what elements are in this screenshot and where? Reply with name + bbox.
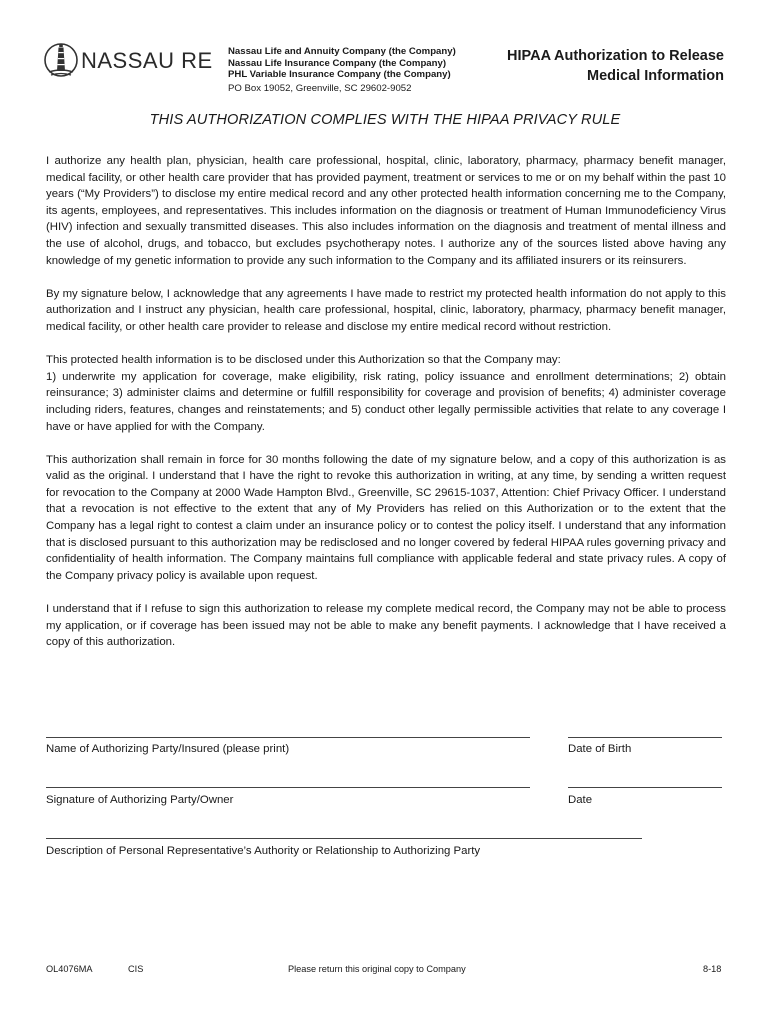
purpose-intro: This protected health information is to be disclosed under this Authorization so that the Company may: 1) underwrite my application for coverage, make eligibility, risk rating, policy issuance and enrollment determinations; 2) obtain reinsurance; 3) administer claims and determine or fulfill responsibility for coverage and provision of benefits; 4) administer coverage including riders, features, changes and reinstatements; and 5) conduct other legally permissible activities that relate to any coverage I have or have applied for with the Company. bbox=[46, 354, 726, 433]
name-signature-line[interactable] bbox=[46, 737, 530, 738]
form-number: OL4076MA bbox=[46, 964, 93, 974]
company-name: Nassau Life Insurance Company (the Company) bbox=[228, 57, 447, 69]
name-label: Name of Authorizing Party/Insured (please print) bbox=[46, 743, 290, 755]
form-code: CIS bbox=[128, 964, 144, 974]
dob-signature-line[interactable] bbox=[568, 737, 722, 738]
refusal-paragraph: I understand that if I refuse to sign this authorization to release my complete medical record, the Company may not be able to process my application, or if coverage has been issued may not be able to make any benefit payments. I acknowledge that I have received a copy of this authorization. bbox=[46, 603, 726, 649]
signature-label: Signature of Authorizing Party/Owner bbox=[46, 794, 234, 806]
form-title bbox=[507, 46, 724, 86]
nassau-re-logo bbox=[44, 38, 224, 82]
company-name: PHL Variable Insurance Company (the Company) bbox=[228, 69, 451, 81]
company-address: PO Box 19052, Greenville, SC 29602-9052 bbox=[228, 82, 412, 94]
date-signature-line[interactable] bbox=[568, 787, 722, 788]
acknowledgement-paragraph: By my signature below, I acknowledge that any agreements I have made to restrict my protected health information do not apply to this authorization and I instruct any physician, health care professional, hospital, clinic, laboratory, pharmacy, pharmacy benefit manager, medical facility, or other health care provider to release and disclose my entire medical record without restriction. bbox=[46, 287, 726, 333]
logo-text: NASSAU RE bbox=[81, 48, 213, 73]
compliance-heading: THIS AUTHORIZATION COMPLIES WITH THE HIPAA PRIVACY RULE bbox=[149, 112, 621, 128]
description-signature-line[interactable] bbox=[46, 838, 642, 839]
return-instruction: Please return this original copy to Company bbox=[288, 964, 466, 974]
authorization-paragraph: I authorize any health plan, physician, health care professional, hospital, clinic, laboratory, pharmacy, pharmacy benefit manager, medical facility, or other health care provider that has provided payment, treatment or services to me or on my behalf within the past 10 years (“My Providers”) to disclose my entire medical record and any other protected health information concerning me to the Company, its agents, employees, and representatives. This includes information on the diagnosis or treatment of Human Immunodeficiency Virus (HIV) infection and sexually transmitted diseases. This also includes information on the diagnosis and treatment of mental illness and the use of alcohol, drugs, and tobacco, but excludes psychotherapy notes. I authorize any of the sources listed above having any knowledge of my genetic information to provide any such information to the Company and its affiliated insurers or its reinsurers. bbox=[46, 155, 726, 267]
lighthouse-icon bbox=[44, 38, 78, 82]
form-title-line: HIPAA Authorization to Release bbox=[507, 48, 724, 64]
company-name: Nassau Life and Annuity Company (the Company) bbox=[228, 46, 456, 57]
form-version: 8-18 bbox=[703, 964, 722, 974]
dob-label: Date of Birth bbox=[568, 743, 632, 755]
signature-line[interactable] bbox=[46, 787, 530, 788]
date-label: Date bbox=[568, 794, 593, 806]
authorization-body bbox=[46, 153, 726, 667]
company-block bbox=[228, 46, 456, 94]
description-label: Description of Personal Representative’s Authority or Relationship to Authorizing Party bbox=[46, 845, 481, 857]
form-title-line: Medical Information bbox=[587, 68, 724, 84]
duration-paragraph: This authorization shall remain in force for 30 months following the date of my signature below, and a copy of this authorization is as valid as the original. I understand that I have the right to revoke this authorization in writing, at any time, by sending a written request for revocation to the Company at 2000 Wade Hampton Blvd., Greenville, SC 29615-1037, Attention: Chief Privacy Officer. I understand that a revocation is not effective to the extent that any of My Providers has relied on this Authorization or to the extent that the Company has a legal right to contest a claim under an insurance policy or to contest the policy itself. I understand that any information that is disclosed pursuant to this authorization may be redisclosed and no longer covered by federal HIPAA rules governing privacy and confidentiality of health information. The Company maintains full compliance with applicable federal and state privacy rules. A copy of the Company privacy policy is available upon request. bbox=[46, 453, 726, 582]
